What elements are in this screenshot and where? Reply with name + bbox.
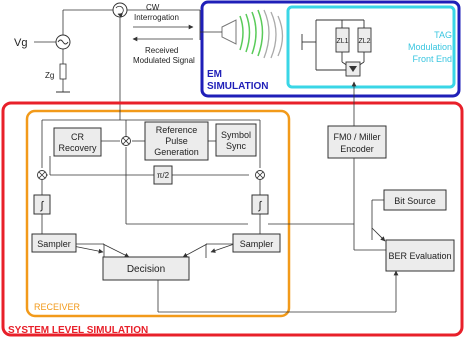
em-label-1: EM [207, 69, 222, 80]
sync-label-2: Sync [225, 141, 247, 151]
system-label: SYSTEM LEVEL SIMULATION [8, 325, 149, 336]
tag-label-1: TAG [434, 30, 452, 40]
ref-label-1: Reference [155, 125, 198, 135]
vg-label: Vg [14, 37, 28, 49]
received-label-2: Modulated Signal [133, 56, 195, 65]
right-wiring [268, 158, 386, 250]
ref-label-3: Generation [154, 147, 199, 157]
em-wave-icon [240, 10, 283, 58]
fm0-label-2: Encoder [340, 144, 374, 154]
ber-label: BER Evaluation [388, 251, 452, 261]
fm0-label-1: FM0 / Miller [333, 132, 381, 142]
cw-label-1: CW [146, 3, 160, 12]
antenna [200, 10, 236, 44]
cw-label-2: Interrogation [134, 13, 179, 22]
generator [14, 10, 113, 92]
bit-source-label: Bit Source [394, 196, 436, 206]
integrator-right-label: ∫ [258, 200, 262, 212]
tag-label-3: Front End [412, 54, 452, 64]
circulator-icon [113, 3, 127, 17]
zl1-label: ZL1 [336, 38, 349, 45]
cr-label-2: Recovery [58, 143, 97, 153]
phase-shift-label: π/2 [156, 171, 170, 180]
cr-label-1: CR [71, 132, 84, 142]
antenna-icon [222, 20, 236, 44]
receiver-label: RECEIVER [34, 302, 81, 312]
sampler-left-label: Sampler [37, 239, 71, 249]
ref-label-2: Pulse [165, 136, 188, 146]
zg-resistor [60, 64, 66, 79]
zg-label: Zg [45, 71, 55, 80]
zl2-label: ZL2 [358, 38, 371, 45]
integrator-left-label: ∫ [40, 200, 44, 212]
sync-label-1: Symbol [220, 130, 252, 140]
decision-label: Decision [126, 264, 166, 275]
em-label-2: SIMULATION [207, 81, 269, 92]
received-label-1: Received [145, 46, 179, 55]
symbol-sync-block [216, 124, 256, 156]
tag-label-2: Modulation [407, 42, 452, 52]
sampler-right-label: Sampler [239, 239, 274, 249]
